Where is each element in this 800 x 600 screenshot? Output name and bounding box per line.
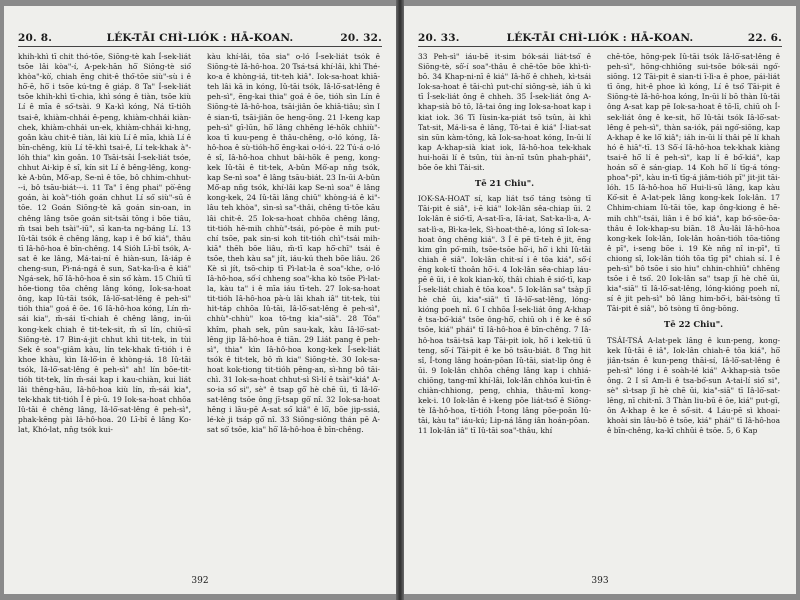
text-column-2 bbox=[607, 52, 780, 572]
header-right-ref: 22. 6. bbox=[747, 32, 782, 44]
header-right-ref: 20. 32. bbox=[340, 32, 382, 44]
text-column-2 bbox=[207, 52, 380, 572]
book-gutter bbox=[396, 0, 404, 600]
right-page bbox=[404, 6, 796, 594]
chapter-heading: Tē 21 Chiu". bbox=[474, 179, 535, 190]
verse-text: 11 Iok-lân iâ" tī Iû-tāi soa"-thâu, khí bbox=[418, 426, 553, 436]
verse-text: chē-tōe, hōng-pek Iû-tāi tsók Iâ-lō͘-sat-lêng ê peh-sì", hōng-chhiōng sui-tsōe bók-sái ngó͘-siōng. 12 Tāi-pit ê sian-ti ī-lì-a ê phoe, pái-liát tī ōng, hit-ê phoe kì kóng, Lí ê tsó͘ Tāi-pit ê Siōng-tè Iâ-hô-hoa kóng, In-ūi lí bō thàn Iû-tāi ông A-sat kap pē Iok-sa-hoat ê tō-lī, chiū oh Í-sek-liát ông ê ke-sit, hō͘ Iû-tāi tsók Iâ-lō͘-sat-lêng ê peh-sì", thàn sa-iók, pái ngó͘-siōng, kap A-khap ê ke lō͘ kiâ"; iáh in-ūi lí thâi pē lí khah hó ê hiā"-tī. 13 Sô͘-í Iâ-hô-hoa tek-khak kiàng tsai-ê hō͘ lí ê peh-sì", kap lí ê bó͘-kiá", kap hoán sô͘ ê sán-giap. 14 Koh hō͘ lí tīg-á tóng-phoa"-pī", kàu in-tī tīg-á jiâm-tióh pī" jit-jit tāi-lóh. 15 Iâ-hô-hoa hō͘ Hui-li-sū lâng, kap kàu Kó͘-sit ê A-lat-pek lâng kong-kek Iok-lân. 17 Chhim-chiam Iû-tāi tōe, kap ông-kiong ê hē-mih chh"-tsái, liân i ê bó͘ kiá", kap bó͘-sōe-ōa-thâu ê Iok-khap-su biān. 18 Àu-lâi Iâ-hô-hoa kong-kek Iok-lân, Iok-lân hoân-tióh tōa-tiōng ê pī", i-seng bōe i. 19 Kè nn̄g nî in-pī", tī chiong sî, Iok-lân tióh tōa tīg pī" chiah sí. I ê peh-sì" bô tsōe i sio hiu" chhin-chhiū" chhēng tsōe i ê tsó͘. 20 Iok-lân sa" tsap jī hè chē ūi, kia"-siā" tī Iâ-lō͘-sat-lêng, lóng-kióng poeh nî, sí ê jit peh-sì" bô lâng him-bō͘-i, bāi-tsòng tī Tāi-pit ê siâ", bō tsòng tī ông-bōng. bbox=[607, 52, 780, 314]
page-number: 393 bbox=[591, 576, 609, 586]
text-column-1 bbox=[418, 52, 591, 572]
running-header bbox=[18, 32, 382, 47]
header-title: LÉK-TĀI CHÌ-LIÓK : HĀ-KOAN. bbox=[106, 32, 294, 44]
verse-text: kàu khí-lâi, tōa sia" o-ló Í-sek-liát tsók ê Siōng-tè Iâ-hô-hoa. 20 Tsá-tsá khí-lâi, khì Thé-ko-a ê khòng-iá, tit-teh kiâ". Iok-sa-hoat khiā-teh lâi kā in kóng, Iû-tāi tsók, Iâ-lō͘-sat-lêng ê peh-sì", ēng-kai thia" goá ê ōe, tióh sìn Lín ê Siōng-tè Iâ-hô-hoa, tsāi-jiân ōe khiā-tiâu; sìn I ê sian-tī, tsāi-jiân ōe heng-ōng. 21 I-keng kap peh-sì" gī-lūn, hō͘ lâng chhēng lé-hōk chhiù"-koa tī kuu-peng ê thâu-chêng, o-ló kóng, Iâ-hô-hoa ê sù-tióh-hō͘ ēng-kai o-ló-i. 22 Tú-á o-ló ê sî, Iâ-hô-hoa chhut bâi-hōk ê peng, kong-kek Iû-tāi ê tit-tek, A-bûn Mô͘-ap nn̄g tsók, kap Se-nì soa" ê lâng tsāu-biát. 23 In-ūi A-bûn Mô͘-ap nn̄g tsók, khí-lâi kap Se-nì soa" ê lâng kong-kek, 24 Iû-tāi lâng chiū" khòng-iá ê ki"-lâu teh khòa", sìn-sì sa"-thâi, chêng tī-tōe kāu lâi chit-ê. 25 Iok-sa-hoat chhōa chêng lâng, tit-tióh hē-mih chhù"-tsái, pó-pòe ê mih put-chí tsōe, pak sin-si koh tit-tióh chì"-tsái mih-kiā" thēh bōe liâu, m̄-tī kap hō͘-chī" tsái ê tsōe, theh kàu sa" jít, iáu-kú theh bōe liâu. 26 Kè sì jít, tsō-chip tī Pì-lat-la ê soa"-khe, o-ló Iâ-hô-hoa, số-í chheng soa"-kha kò tsōe Pì-lat-la, kàu ta" i ê mīa iáu tī-teh. 27 Iok-sa-hoat tit-tióh Iâ-hô-hoa pà-ù lâi khah iâ" tit-tek, tùi hit-táp chhōa Iû-tāi, Iâ-lō͘-sat-lêng ê peh-sì", chhù"-chhù" koa tō-tng kia"-siā". 28 Tóa" khîm, phah sek, pûn sau-kak, kàu Iâ-lō͘-sat-lêng jip Iâ-hô-hoa ê tiān. 29 Liát pang ê peh-sì", thia" kìn Iâ-hô-hoa kong-kek Í-sek-liát tsók ê tit-tek, bô m̄ kia" Siōng-tè. 30 Iok-sa-hoat kok-tiong tit-tióh pêng-an, sì-hng bô tāi-chì. 31 Iok-sa-hoat chhut-sì Sì-lí ê tsài"-kiá" A-so-ia só͘ si", sè" ê tsap gō͘ hè chē ūi, tī Iâ-lō͘-sat-lêng tsōe ông jī-tsap gō͘ nî. 32 Iok-sa-hoat hēng i lāu-pē A-sat só͘ kiâ" ê lō͘, bōe jip-ssiá, lé-kè ji tsáp gō͘ nî. 33 Siōng-siōng thán pē A-sat só͘ tsōe, kia" hō͘ Iâ-hô-hoa ê bīn-chêng. bbox=[207, 52, 380, 435]
verse-text: khih-khì tī chit thó-tōe, Siōng-tè kah Í-sek-liát tsōe lâi kòa"-í, A-pek-hān hō͘ Siōng-tè sió͘ khòa"-kò͘, chiah ēng chit-ê thó͘-tōe siù"-sù i ê hō͘-ē, hō͘ i tsōe kú-tng ê giáp. 8 Ta" Í-sek-liát tsōe khih-khì tī-chia, khì sóng ê tiàn, tsōe kiù Lí ê mīa ê só͘-tsài. 9 Ka-kì kóng, Ná tī-tiōh tsai-ê, khiàm-chhái ê-peng, khiàm-chhái kiàn-chek, khiàm-chhái un-ek, khiàm-chhái ki-hng, goân kàu chit-ê tiàn, lâi kiù Lí ê mīa, khià Lí ê bīn-chêng, kiù Lí tē-khì tsai-ê, Lí tek-khak à"-lóh thia" kìn goân. 10 Tsāi-tsāi Í-sek-liát tsóe, chhut Ai-kip ê sî, kín sit Lí ê bêng-lêng, kong-kè A-bûn, Mô͘-ap, Se-nì ê tōe, bô chhim-chhut---i, bô tsāu-biát---i. 11 Ta" î êng phai" pò͘-êng goán, ài koà"-tióh goán chhut Lí só͘ siù"-sū ê tōe. 12 Goán Siōng-tè kā goán sin-oan, in chêng lâng tsōe goán sit-tsāi tōng i bōe tiâu, m̄ tsai beh tsài"-iū", sī kan-ta ng-báng Lí. 13 Iû-tāi tsók ê chêng lâng, kap i ê bó͘ kiá", thâu tī Iâ-hô-hoa ê bīn-chêng. 14 Sióh Lī-bī tsók, A-sat ê ke lâng, Má-tai-ní ê hiàn-sun, Iâ-iáp ê cheng-sun, Pì-ná-ngá ê sun, Sat-ka-lì-a ê kiá" Ngá-sek, hō͘ Iâ-hô-hoa ê sin só͘ kàm. 15 Chiū tī hōe-tiong tōa chêng lâng kóng, Iok-sa-hoat ông, kap Iû-tāi tsók, Iâ-lō͘-sat-lêng ê peh-sì" tióh thia" goá ê ōe. 16 Iâ-hô-hoa kóng, Lín m̄-sái kia", m̄-sái tī-chiah ê chêng lâng, in-ūi kong-kek chiah ê tit-tek-sit, m̄ sī lín, chiū-sī Siōng-tè. 17 Bin-á-jit chhut khì tit-tek, in tùi Sek ê soa"-giâm kàu, lín tek-khak tī-tióh i ê khoe khàu, kìn Iâ-lō͘-in ê khòng-iá. 18 Iû-tāi tsók, Iâ-lō͘-sat-lêng ê peh-sì" ah! lín bōe-tit-tióh tit-tek, lín m̄-sái kap i kau-chiàn, kui liát lâi thêng-hāu, Iâ-hô-hoa kiù lín, m̄-sái kia", tek-khak tit-tióh Í ê pì-ū. 19 Iok-sa-hoat chhōa Iû-tāi ê chêng lâng, Iâ-lō͘-sat-lêng ê peh-sì", phak-kēng pài Iâ-hô-hoa. 20 Lī-bī ê lâng Ko-lat, Khó-lat, nn̄g tsók kui- bbox=[18, 52, 191, 435]
verse-text: 33 Peh-sì" iáu-bē it-sim bók-sái liát-tsó͘ ê Siōng-tè, sô͘-í soa"-thâu ê chē-tōe bōe khì-tì-bō. 34 Khap-ni-nī ê kiá" Iâ-hô͘ ê chheh, kì-tsái Iok-sa-hoat ê tāi-chì put-chí siōng-sè, iáh ū kì tī Í-sek-liát ông ê chheh. 35 Í-sek-liát ông A-khap-sià bō tō, Iâ-tai ông ing Iok-sa-hoat kap i kiat iok. 36 Tī Iùsin-ka-piát tsō tsûn, ài khì Tat-sit, Má-li-sa ê lâng, Tô-tai ê kiá" Í-liat-sat sin sūn kàm-tōng, kā Iok-sa-hoat kóng, In-ūi lí kap A-khap-sià kiat iok, Iâ-hô-hoa tek-khak hui-hoāi lí ê tsûn, tùi àn-nī tsûn phah-phái", bōe ōe khì Tāi-sit. bbox=[418, 52, 591, 173]
chapter-heading: Tē 22 Chiu". bbox=[663, 320, 724, 331]
header-left-ref: 20. 8. bbox=[18, 32, 53, 44]
running-header bbox=[418, 32, 782, 47]
text-column-1 bbox=[18, 52, 191, 572]
left-page bbox=[4, 6, 396, 594]
verse-text: TSÁI-TSÁ A-lat-pek lâng ê kun-peng, kong-kek Iû-tāi ê iâ", Iok-lân chiah-ē tōa kiá", hō͘ jiân-tsán ê kun-peng thāi-sí, Iâ-lō͘-sat-lêng ê peh-sì" lóng i ê soàh-lé kiá" A-khap-sià tsōe ông. 2 I sī Am-li ê tsa-bó͘-sun A-tai-lí sió͘ si", sè" sì-tsap jī hè chē ūi, kia"-siā" tī Iâ-lō͘-sat-lêng, nī chit-nî. 3 Thàn liu-bū ê ōe, kiá" put-gī, ōn A-khap ê ke ê só͘-sit. 4 Láu-pē sì khoai-khoài sin lâu-bō ê tsōe, kiá" phái" tī Iâ-hô-hoa ê bīn-chêng, ka-kī chhūi ê tsōe. 5, 6 Kap bbox=[607, 335, 780, 436]
page-number: 392 bbox=[191, 576, 209, 586]
header-left-ref: 20. 33. bbox=[418, 32, 460, 44]
header-title: LÉK-TĀI CHÌ-LIÓK : HĀ-KOAN. bbox=[506, 32, 694, 44]
verse-text: IOK-SA-HOAT sí, kap liát tsó͘ táng tsòng tī Tāi-pit ê siâ", i-ē kiá" Iok-lân sêa-chiap ūi. 2 Iok-lân ê sió͘-tī, A-sat-lī-a, Iâ-iat, Sat-ka-lì-a, A-sat-lì-a, Bì-ka-lek, Sì-hoat-thê-a, lóng sī Iok-sa-hoat ông chēng kiá". 3 Í ē pē tī-teh ê jit, ēng kim gîn pó͘-mih, tsōe-tsōe hō͘-i, hō͘ i khì Iû-tāi chiah ê siâ". Iok-lân chit-sí i ê tōa kiá", sô͘-í ēng kok-tī thoân hō͘-i. 4 Iok-lân sêa-chiap láu-pē ê ūi, i ê kok kian-kò͘, thâi chiah ê sió͘-tī, kap Í-sek-liát chiah ê tōa koa". 5 Iok-lân sa" tsàp jī hè chē ūi, kia"-siā" tī Iâ-lō͘-sat-lêng, lóng-kióng poeh nî. 6 I chhōa Í-sek-liát ông A-khap ê tsa-bó͘-kiá" tsōe ông-hō͘, chiū oh i ê ke ê só͘ tsōe, kiá" phái" tī Iâ-hô-hoa ê bīn-chêng. 7 Iâ-hô-hoa tsāi-tsā kap Tāi-pit iok, hō͘ i kek-tiū ū teng, sô͘-í Tāi-pit ê ke bō tsāu-biát. 8 Tng hit sî, Í-tong lâng hoán-pōan Iû-tāi, siat-lip ông ê ūi. 9 Iok-lân chhōa chêng lâng kap i chhiá-chiōng, tang-mî khí-lâi, Iok-lân chhōa kui-tīn ê chiàn-chhiong, peng, chhia, thâu-mī kong-kek-i. 10 Iok-lân ê i-keng pōe liát-tsó͘ ê Siōng-tè Iâ-hô-hoa, tī-tióh Í-tong lâng pōe-poān Iû-tāi, kàu ta" iáu-kú; Lip-ná lâng iân hoán-pōan. bbox=[418, 194, 591, 426]
